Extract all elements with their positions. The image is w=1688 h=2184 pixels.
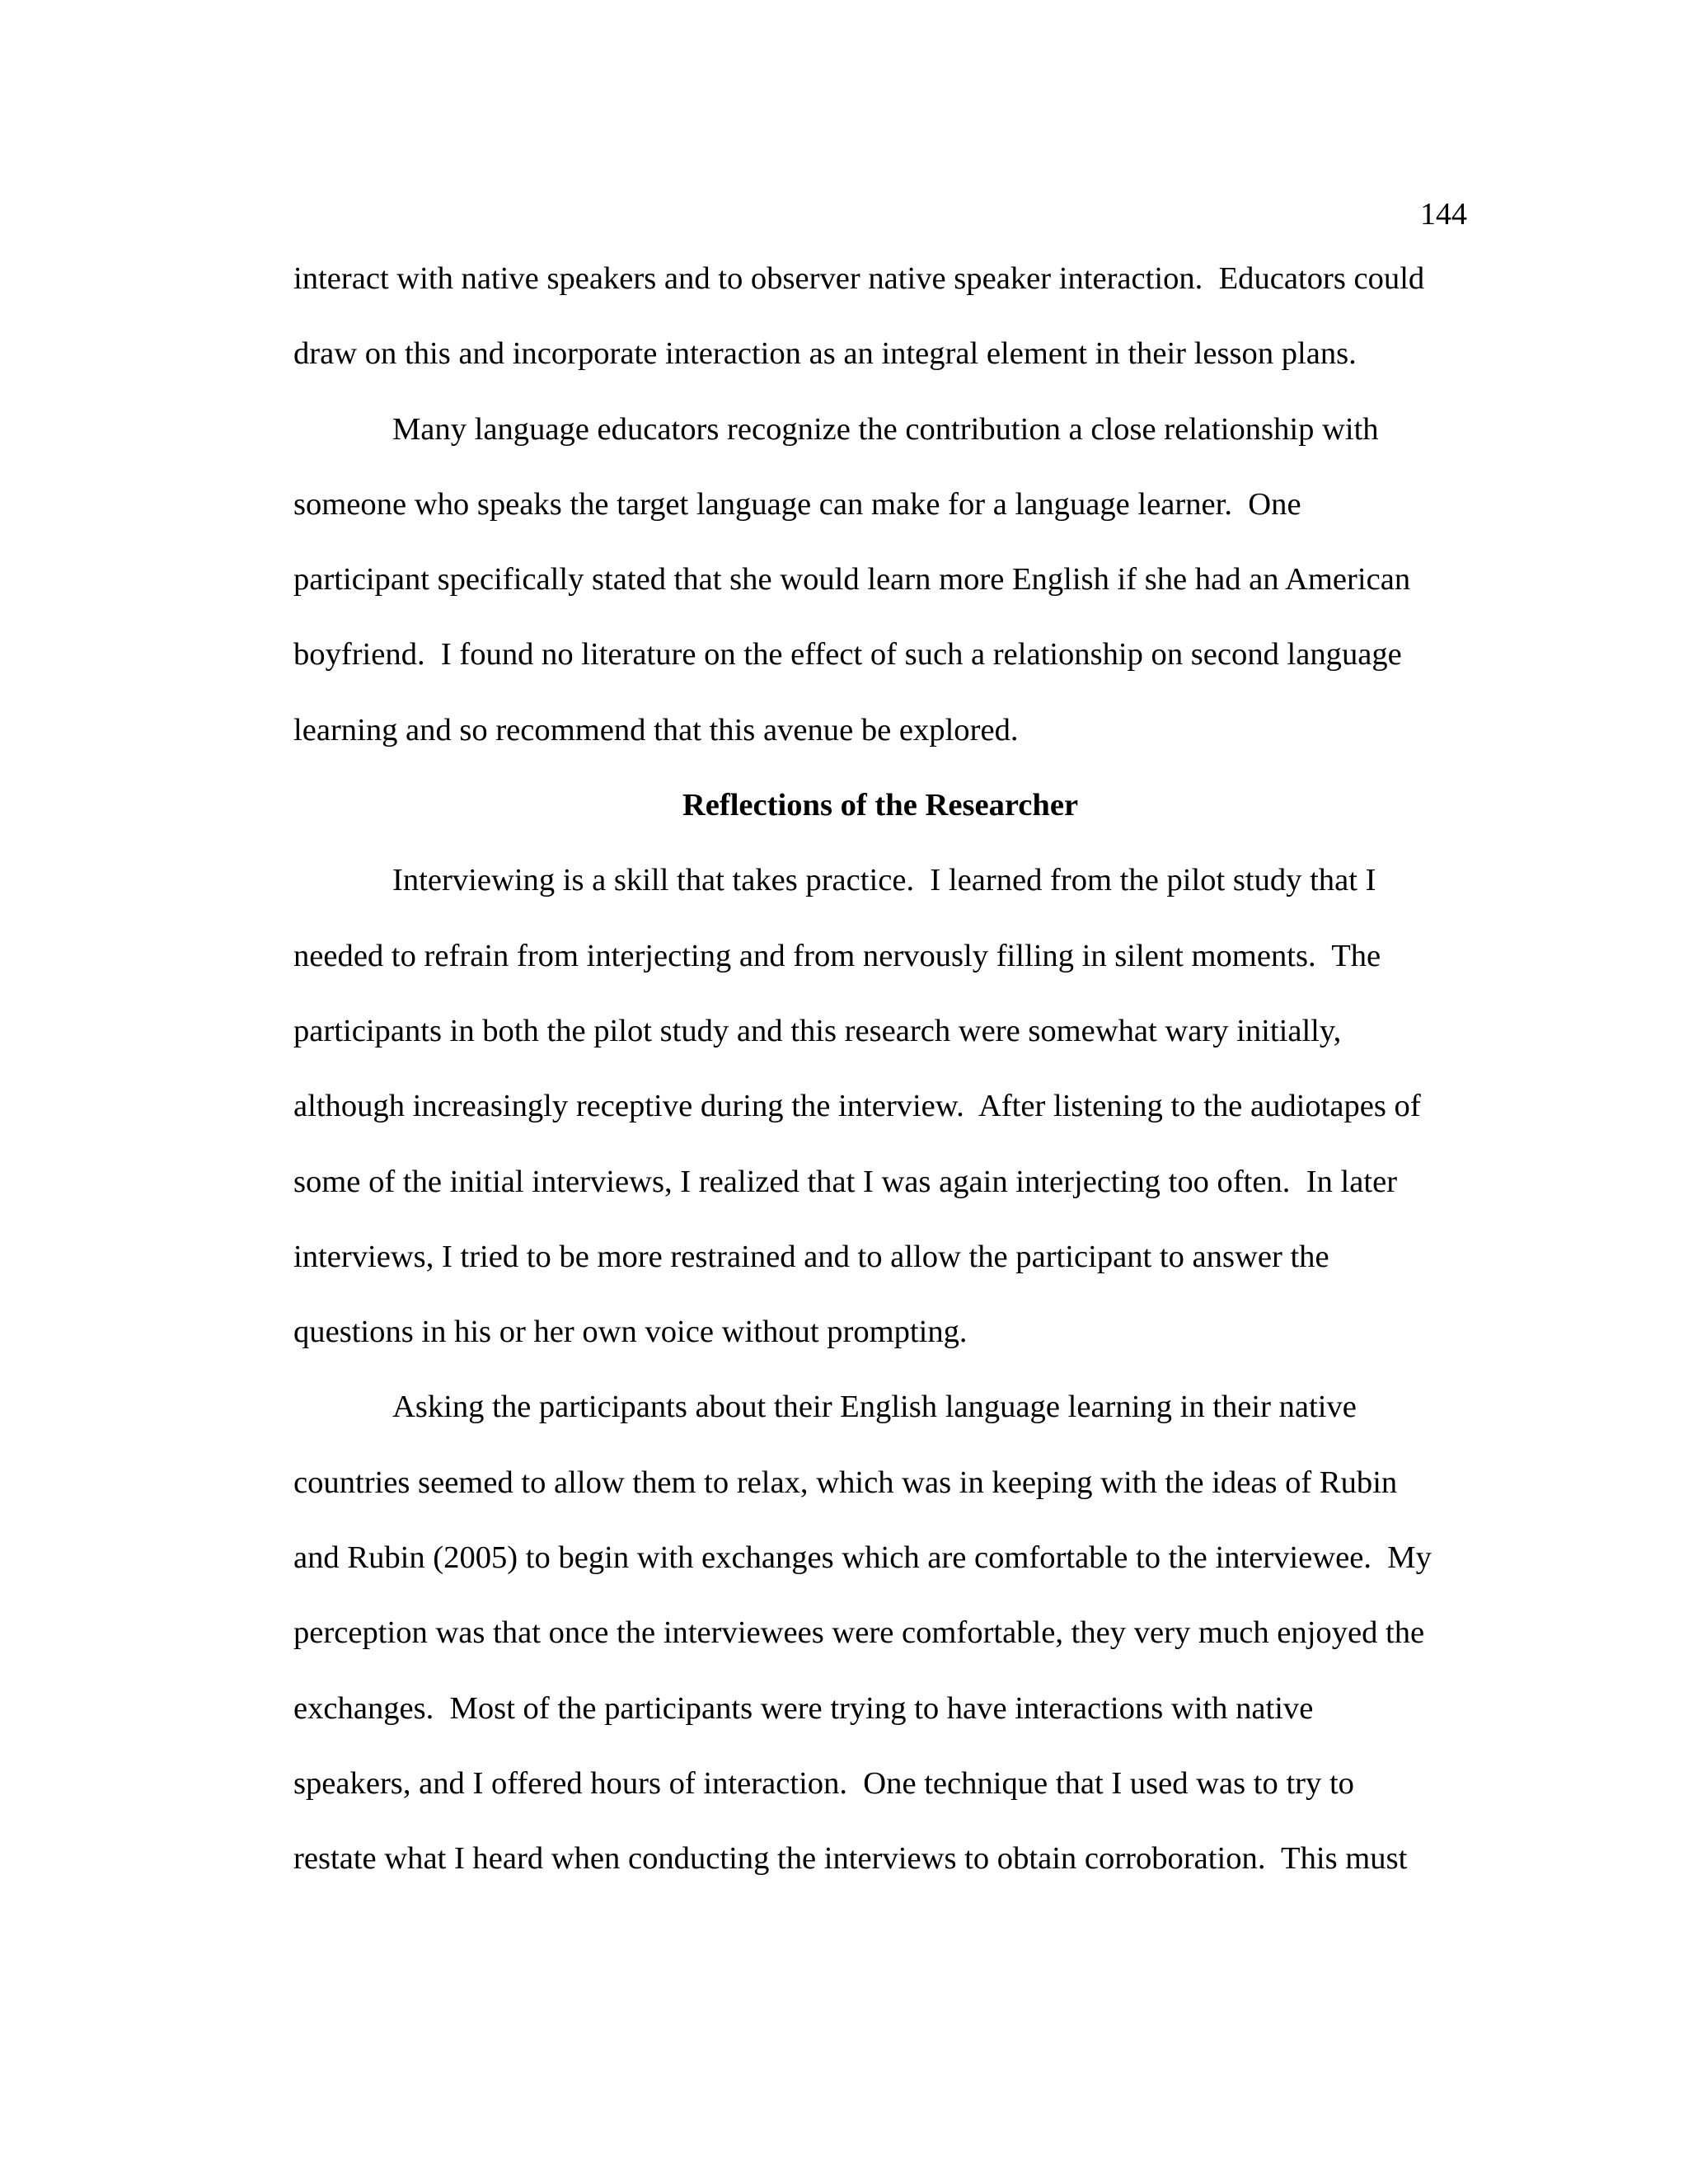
text-line: Interviewing is a skill that takes practice. I learned from the pilot study that I xyxy=(392,863,1376,898)
section-heading: Reflections of the Researcher xyxy=(682,788,1079,823)
text-line: learning and so recommend that this avenue be explored. xyxy=(293,712,1019,748)
text-line: boyfriend. I found no literature on the effect of such a relationship on second language xyxy=(293,637,1402,673)
text-line: participant specifically stated that she would learn more English if she had an American xyxy=(293,562,1411,598)
text-line: speakers, and I offered hours of interaction. One technique that I used was to try to xyxy=(293,1765,1354,1801)
text-line: participants in both the pilot study and this research were somewhat wary initially, xyxy=(293,1013,1342,1048)
page-number: 144 xyxy=(1420,197,1467,232)
body-text xyxy=(293,252,1467,1908)
text-line: exchanges. Most of the participants were trying to have interactions with native xyxy=(293,1690,1314,1726)
text-line: some of the initial interviews, I realized that I was again interjecting too often. In later xyxy=(293,1164,1398,1199)
text-line: and Rubin (2005) to begin with exchanges which are comfortable to the interviewee. My xyxy=(293,1540,1432,1576)
text-line: Many language educators recognize the contribution a close relationship with xyxy=(392,411,1379,447)
text-line: draw on this and incorporate interaction as an integral element in their lesson plans. xyxy=(293,336,1357,372)
text-line: needed to refrain from interjecting and from nervously filling in silent moments. The xyxy=(293,938,1381,973)
text-line: interact with native speakers and to observer native speaker interaction. Educators could xyxy=(293,261,1425,296)
text-line: restate what I heard when conducting the interviews to obtain corroboration. This must xyxy=(293,1841,1408,1877)
text-line: interviews, I tried to be more restrained and to allow the participant to answer the xyxy=(293,1239,1329,1274)
text-line: questions in his or her own voice without prompting. xyxy=(293,1315,968,1350)
text-line: Asking the participants about their English language learning in their native xyxy=(392,1390,1357,1425)
text-line: countries seemed to allow them to relax, which was in keeping with the ideas of Rubin xyxy=(293,1465,1398,1500)
text-line: perception was that once the interviewees were comfortable, they very much enjoyed the xyxy=(293,1615,1425,1651)
text-line: someone who speaks the target language can make for a language learner. One xyxy=(293,486,1301,522)
text-line: although increasingly receptive during the interview. After listening to the audiotapes of xyxy=(293,1089,1421,1124)
